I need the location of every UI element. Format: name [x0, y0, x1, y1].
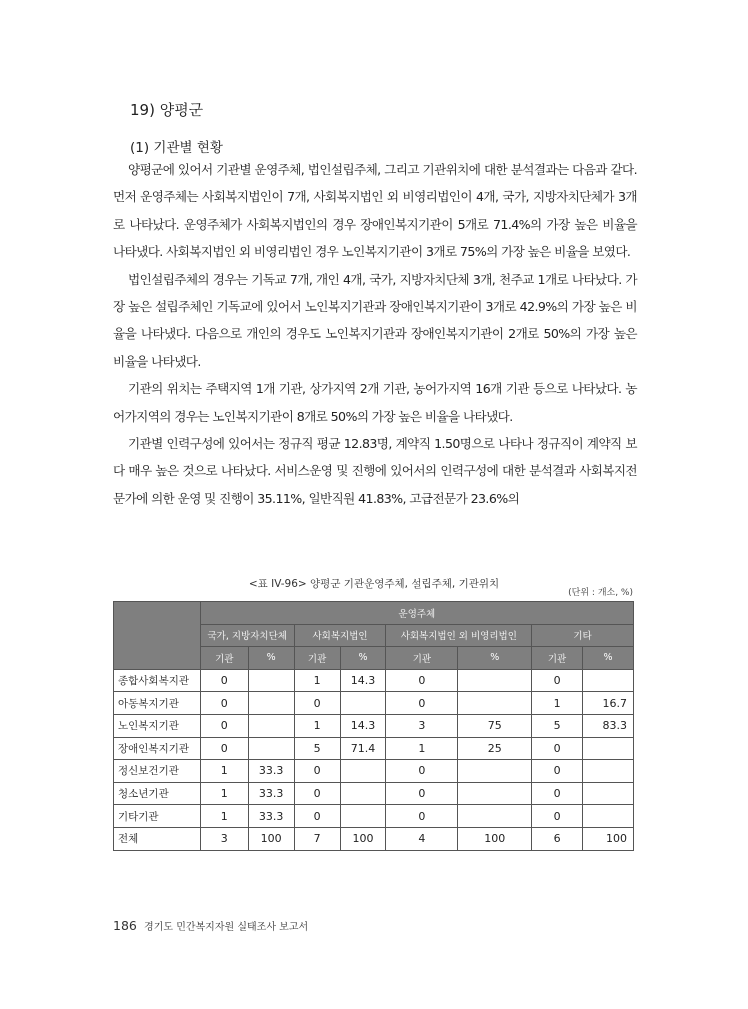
table-cell: 16.7 [583, 692, 634, 715]
table-cell: 14.3 [340, 714, 386, 737]
table-row [114, 714, 634, 737]
table-row [114, 827, 634, 850]
table-cell: 3 [386, 714, 458, 737]
table-cell: 1 [294, 669, 340, 692]
sub-header: % [340, 647, 386, 670]
table-cell [583, 737, 634, 760]
table-cell: 0 [200, 692, 248, 715]
sub-header: % [458, 647, 532, 670]
table-cell: 0 [386, 669, 458, 692]
row-label: 장애인복지기관 [114, 737, 201, 760]
table-cell [458, 669, 532, 692]
table-cell: 0 [200, 669, 248, 692]
group-header: 운영주체 [200, 602, 633, 625]
sub-header: % [583, 647, 634, 670]
table-cell: 5 [532, 714, 583, 737]
table-cell [458, 692, 532, 715]
table-row [114, 669, 634, 692]
table-cell: 100 [248, 827, 294, 850]
table-cell: 100 [458, 827, 532, 850]
table-cell: 33.3 [248, 782, 294, 805]
table-cell [340, 692, 386, 715]
page-footer [113, 918, 308, 933]
table-cell: 0 [386, 805, 458, 828]
table-cell: 0 [294, 805, 340, 828]
table-cell: 0 [532, 782, 583, 805]
column-group-header: 국가, 지방자치단체 [200, 624, 294, 647]
table-cell [340, 805, 386, 828]
table-cell [583, 782, 634, 805]
table-row [114, 737, 634, 760]
column-group-header: 사회복지법인 외 비영리법인 [386, 624, 532, 647]
row-label: 기타기관 [114, 805, 201, 828]
table-cell [340, 760, 386, 783]
table-cell: 75 [458, 714, 532, 737]
section-title: 19) 양평군 [130, 101, 204, 119]
table-cell [458, 782, 532, 805]
table-row [114, 760, 634, 783]
table-cell: 0 [386, 782, 458, 805]
table-cell [248, 714, 294, 737]
table-cell [248, 737, 294, 760]
table-cell: 71.4 [340, 737, 386, 760]
table-cell: 0 [532, 760, 583, 783]
table-cell: 1 [294, 714, 340, 737]
table-cell: 0 [294, 692, 340, 715]
table-cell: 0 [386, 692, 458, 715]
table-cell: 33.3 [248, 805, 294, 828]
table-cell [583, 805, 634, 828]
data-table [113, 601, 634, 851]
table-cell [458, 805, 532, 828]
sub-header: 기관 [294, 647, 340, 670]
table-row [114, 805, 634, 828]
table-cell: 1 [200, 760, 248, 783]
table-cell: 1 [200, 782, 248, 805]
row-label: 청소년기관 [114, 782, 201, 805]
row-label: 정신보건기관 [114, 760, 201, 783]
unit-note: (단위 : 개소, %) [568, 588, 633, 598]
column-group-header: 기타 [532, 624, 634, 647]
table-cell: 1 [200, 805, 248, 828]
row-label: 전체 [114, 827, 201, 850]
table-row [114, 782, 634, 805]
table-cell [583, 669, 634, 692]
table-cell: 100 [583, 827, 634, 850]
table-cell: 0 [386, 760, 458, 783]
table-cell: 6 [532, 827, 583, 850]
row-label: 종합사회복지관 [114, 669, 201, 692]
sub-title: (1) 기관별 현황 [130, 140, 223, 156]
table-cell [340, 782, 386, 805]
table-cell [583, 760, 634, 783]
table-cell [458, 760, 532, 783]
table-cell: 1 [532, 692, 583, 715]
table-cell: 3 [200, 827, 248, 850]
table-cell: 0 [532, 737, 583, 760]
sub-header: 기관 [532, 647, 583, 670]
table-cell: 0 [532, 805, 583, 828]
sub-header: 기관 [386, 647, 458, 670]
table-row [114, 692, 634, 715]
sub-header: % [248, 647, 294, 670]
table-cell [248, 669, 294, 692]
table-cell: 100 [340, 827, 386, 850]
paragraph: 기관별 인력구성에 있어서는 정규직 평균 12.83명, 계약직 1.50명으로 나타나 정규직이 계약직 보다 매우 높은 것으로 나타났다. 서비스운영 및 진행에 있어서의 인력구성에 대한 분석결과 사회복지전문가에 의한 운영 및 진행이 35.11%, 일반직원 41.83%, 고급전문가 23.6%의 [113, 436, 637, 506]
page-number: 186 [113, 918, 137, 933]
table-cell: 1 [386, 737, 458, 760]
table-cell: 0 [200, 737, 248, 760]
table-caption: <표 IV-96> 양평군 기관운영주체, 설립주체, 기관위치 [248, 578, 500, 590]
row-label: 아동복지기관 [114, 692, 201, 715]
column-group-header: 사회복지법인 [294, 624, 386, 647]
footer-text: 경기도 민간복지자원 실태조사 보고서 [144, 922, 309, 933]
table-cell: 5 [294, 737, 340, 760]
table-cell [248, 692, 294, 715]
table-cell: 0 [200, 714, 248, 737]
table-cell: 4 [386, 827, 458, 850]
row-label: 노인복지기관 [114, 714, 201, 737]
sub-header: 기관 [200, 647, 248, 670]
table-cell: 25 [458, 737, 532, 760]
body-text [113, 156, 637, 512]
paragraph: 기관의 위치는 주택지역 1개 기관, 상가지역 2개 기관, 농어가지역 16개 기관 등으로 나타났다. 농어가지역의 경우는 노인복지기관이 8개로 50%의 가장 높은 비율을 나타냈다. [113, 381, 637, 424]
table-cell: 14.3 [340, 669, 386, 692]
table-cell: 83.3 [583, 714, 634, 737]
table-cell: 0 [294, 760, 340, 783]
table-cell: 7 [294, 827, 340, 850]
table-cell: 33.3 [248, 760, 294, 783]
table-cell: 0 [532, 669, 583, 692]
paragraph: 양평군에 있어서 기관별 운영주체, 법인설립주체, 그리고 기관위치에 대한 분석결과는 다음과 같다. 먼저 운영주체는 사회복지법인이 7개, 사회복지법인 외 비영리법인이 4개, 국가, 지방자치단체가 3개로 나타났다. 운영주체가 사회복지법인의 경우 장애인복지기관이 5개로 71.4%의 가장 높은 비율을 나타냈다. 사회복지법인 외 비영리법인 경우 노인복지기관이 3개로 75%의 가장 높은 비율을 보였다. [113, 162, 637, 260]
table-cell: 0 [294, 782, 340, 805]
corner-cell [114, 602, 201, 670]
paragraph: 법인설립주체의 경우는 기독교 7개, 개인 4개, 국가, 지방자치단체 3개, 천주교 1개로 나타났다. 가장 높은 설립주체인 기독교에 있어서 노인복지기관과 장애인복지기관이 3개로 42.9%의 가장 높은 비율을 나타냈다. 다음으로 개인의 경우도 노인복지기관과 장애인복지기관이 2개로 50%의 가장 높은 비율을 나타냈다. [113, 271, 637, 369]
